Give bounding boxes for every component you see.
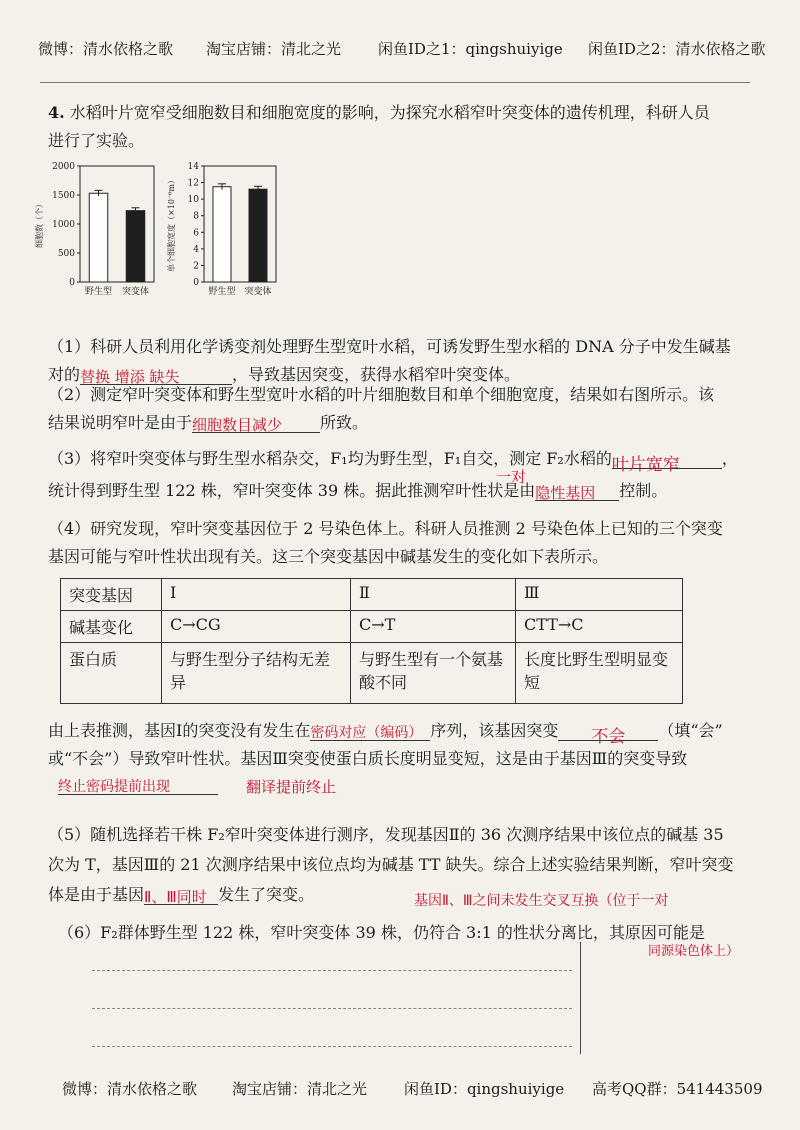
header-xianyu-2: 闲鱼ID之2：清水依格之歌 <box>588 40 766 58</box>
part4-answer-blank-c1[interactable] <box>310 722 430 741</box>
part6-line-a: （6）F₂群体野生型 122 株，窄叶突变体 39 株，仍符合 3:1 的性状分离比，其原因可能是 <box>58 923 705 942</box>
table-cell: C→CG <box>162 611 351 643</box>
y-tick-label: 500 <box>57 249 75 259</box>
part2-post: 所致。 <box>320 413 369 432</box>
part6-handwritten-answer-2: 同源染色体上） <box>648 944 740 959</box>
mutation-table <box>60 578 683 704</box>
table-cell: 碱基变化 <box>61 611 162 643</box>
part3-line-b <box>48 478 667 501</box>
part2-line-a: （2）测定窄叶突变体和野生型宽叶水稻的叶片细胞数目和单个细胞宽度，结果如右图所示。该 <box>48 385 715 404</box>
part3-handwritten-answer-c: 一对 <box>496 468 527 486</box>
footer-weibo: 微博：清水依格之歌 <box>62 1080 198 1098</box>
part4-handwritten-answer-c1: 密码对应（编码） <box>310 725 423 741</box>
part2-line-b <box>48 410 368 433</box>
part4-handwritten-answer-c2: 不会 <box>591 727 626 747</box>
y-tick-label: 2000 <box>52 162 75 172</box>
part3-post-b: 控制。 <box>619 481 668 500</box>
y-tick-label: 6 <box>193 228 199 239</box>
y-tick-label: 12 <box>187 178 199 189</box>
part1-handwritten-answer: 替换 增添 缺失 <box>80 368 180 386</box>
cell-count-chart <box>32 158 158 300</box>
part3-answer-blank-b[interactable] <box>535 482 619 501</box>
part4-post-c: （填“会” <box>658 721 723 740</box>
part3-post-a: ， <box>721 449 738 468</box>
answer-line <box>92 1046 572 1047</box>
table-cell: 长度比野生型明显变短 <box>516 643 683 704</box>
table-row <box>61 611 683 643</box>
y-axis-label: 细胞数（个） <box>35 200 44 248</box>
part3-pre-a: （3）将窄叶突变体与野生型水稻杂交，F₁均为野生型，F₁自交，测定 F₂水稻的 <box>48 449 612 468</box>
part6-handwritten-answer-1: 基因Ⅱ、Ⅲ之间未发生交叉互换（位于一对 <box>414 893 669 909</box>
y-tick-label: 1500 <box>52 191 75 201</box>
part4-handwritten-answer-d1: 终止密码提前出现 <box>58 779 170 795</box>
bar <box>213 187 231 282</box>
part3-handwritten-answer-b: 隐性基因 <box>535 484 596 502</box>
y-tick-label: 10 <box>187 195 199 206</box>
part4-mid-c: 序列，该基因突变 <box>430 721 559 740</box>
part5-line-a: （5）随机选择若干株 F₂窄叶突变体进行测序，发现基因Ⅱ的 36 次测序结果中该位点的碱基 35 <box>48 825 724 844</box>
header-rule <box>40 82 750 83</box>
x-tick-label: 突变体 <box>121 287 150 297</box>
part4-handwritten-answer-d2: 翻译提前终止 <box>246 778 337 796</box>
bar <box>89 193 108 282</box>
y-axis-label: 单个细胞宽度（×10⁻⁶m） <box>167 176 176 272</box>
part4-answer-blank-c2[interactable] <box>558 722 658 747</box>
part2-answer-blank[interactable] <box>192 414 320 433</box>
y-tick-label: 0 <box>193 278 199 288</box>
bar <box>126 211 145 282</box>
question-number: 4. <box>48 103 65 122</box>
x-tick-label: 突变体 <box>244 287 272 297</box>
footer-xianyu: 闲鱼ID：qingshuiyige <box>404 1080 565 1098</box>
bar <box>249 189 267 282</box>
question-intro-line-2: 进行了实验。 <box>48 131 145 150</box>
part4-pre-c: 由上表推测，基因Ⅰ的突变没有发生在 <box>48 721 311 740</box>
part1-line-a: （1）科研人员利用化学诱变剂处理野生型宽叶水稻，可诱发野生型水稻的 DNA 分子中发生碱基 <box>48 337 731 356</box>
part5-handwritten-answer: Ⅱ、Ⅲ同时 <box>144 888 207 906</box>
table-cell: 蛋白质 <box>61 643 162 704</box>
header-weibo: 微博：清水依格之歌 <box>38 40 174 58</box>
x-tick-label: 野生型 <box>208 287 236 297</box>
part4-line-b: 基因可能与窄叶性状出现有关。这三个突变基因中碱基发生的变化如下表所示。 <box>48 547 609 566</box>
part3-line-a <box>48 446 738 475</box>
table-header-cell: Ⅱ <box>351 579 516 611</box>
part4-line-e <box>58 776 218 795</box>
footer-taobao: 淘宝店铺：清北之光 <box>232 1080 368 1098</box>
part1-pre: 对的 <box>48 365 81 384</box>
table-header-cell: Ⅲ <box>516 579 683 611</box>
part4-line-a: （4）研究发现，窄叶突变基因位于 2 号染色体上。科研人员推测 2 号染色体上已知的三个突变 <box>48 519 723 538</box>
table-header-cell: Ⅰ <box>162 579 351 611</box>
table-cell: CTT→C <box>516 611 683 643</box>
table-cell: C→T <box>351 611 516 643</box>
table-row <box>61 579 683 611</box>
part5-line-b: 次为 T，基因Ⅲ的 21 次测序结果中该位点均为碱基 TT 缺失。综合上述实验结果判断，窄叶突变 <box>48 855 734 874</box>
y-tick-label: 4 <box>193 244 199 255</box>
y-tick-label: 14 <box>187 162 199 172</box>
table-row <box>61 643 683 704</box>
header-xianyu-1: 闲鱼ID之1：qingshuiyige <box>378 40 563 58</box>
y-tick-label: 2 <box>193 261 199 272</box>
header-taobao: 淘宝店铺：清北之光 <box>206 40 342 58</box>
table-header-cell: 突变基因 <box>61 579 162 611</box>
question-intro-line-1 <box>48 100 710 123</box>
cell-width-chart <box>164 158 280 300</box>
part1-post: ，导致基因突变，获得水稻窄叶突变体。 <box>232 365 521 384</box>
part4-line-c <box>48 718 723 747</box>
part5-line-c <box>48 882 314 905</box>
answer-line <box>92 970 572 971</box>
part2-handwritten-answer: 细胞数目减少 <box>192 416 283 434</box>
question-intro-text-1: 水稻叶片宽窄受细胞数目和细胞宽度的影响，为探究水稻窄叶突变体的遗传机理，科研人员 <box>69 103 710 122</box>
part2-pre: 结果说明窄叶是由于 <box>48 413 193 432</box>
table-cell: 与野生型有一个氨基酸不同 <box>351 643 516 704</box>
y-tick-label: 8 <box>193 211 199 222</box>
table-cell: 与野生型分子结构无差异 <box>162 643 351 704</box>
part5-answer-blank[interactable] <box>144 886 218 905</box>
x-tick-label: 野生型 <box>84 287 113 297</box>
answer-writing-area[interactable] <box>84 942 581 1054</box>
part3-answer-blank-a[interactable] <box>611 450 722 475</box>
answer-line <box>92 1008 572 1009</box>
part5-post: 发生了突变。 <box>218 885 315 904</box>
part5-pre: 体是由于基因 <box>48 885 145 904</box>
footer-qq: 高考QQ群：541443509 <box>592 1080 763 1098</box>
part4-line-d: 或“不会”）导致窄叶性状。基因Ⅲ突变使蛋白质长度明显变短，这是由于基因Ⅲ的突变导致 <box>48 749 688 768</box>
part3-handwritten-answer-a: 叶片宽窄 <box>611 455 680 475</box>
part3-pre-b: 统计得到野生型 122 株，窄叶突变体 39 株。据此推测窄叶性状是由 <box>48 481 536 500</box>
y-tick-label: 0 <box>69 278 75 288</box>
part4-answer-blank-d[interactable] <box>58 776 218 795</box>
y-tick-label: 1000 <box>52 220 75 230</box>
